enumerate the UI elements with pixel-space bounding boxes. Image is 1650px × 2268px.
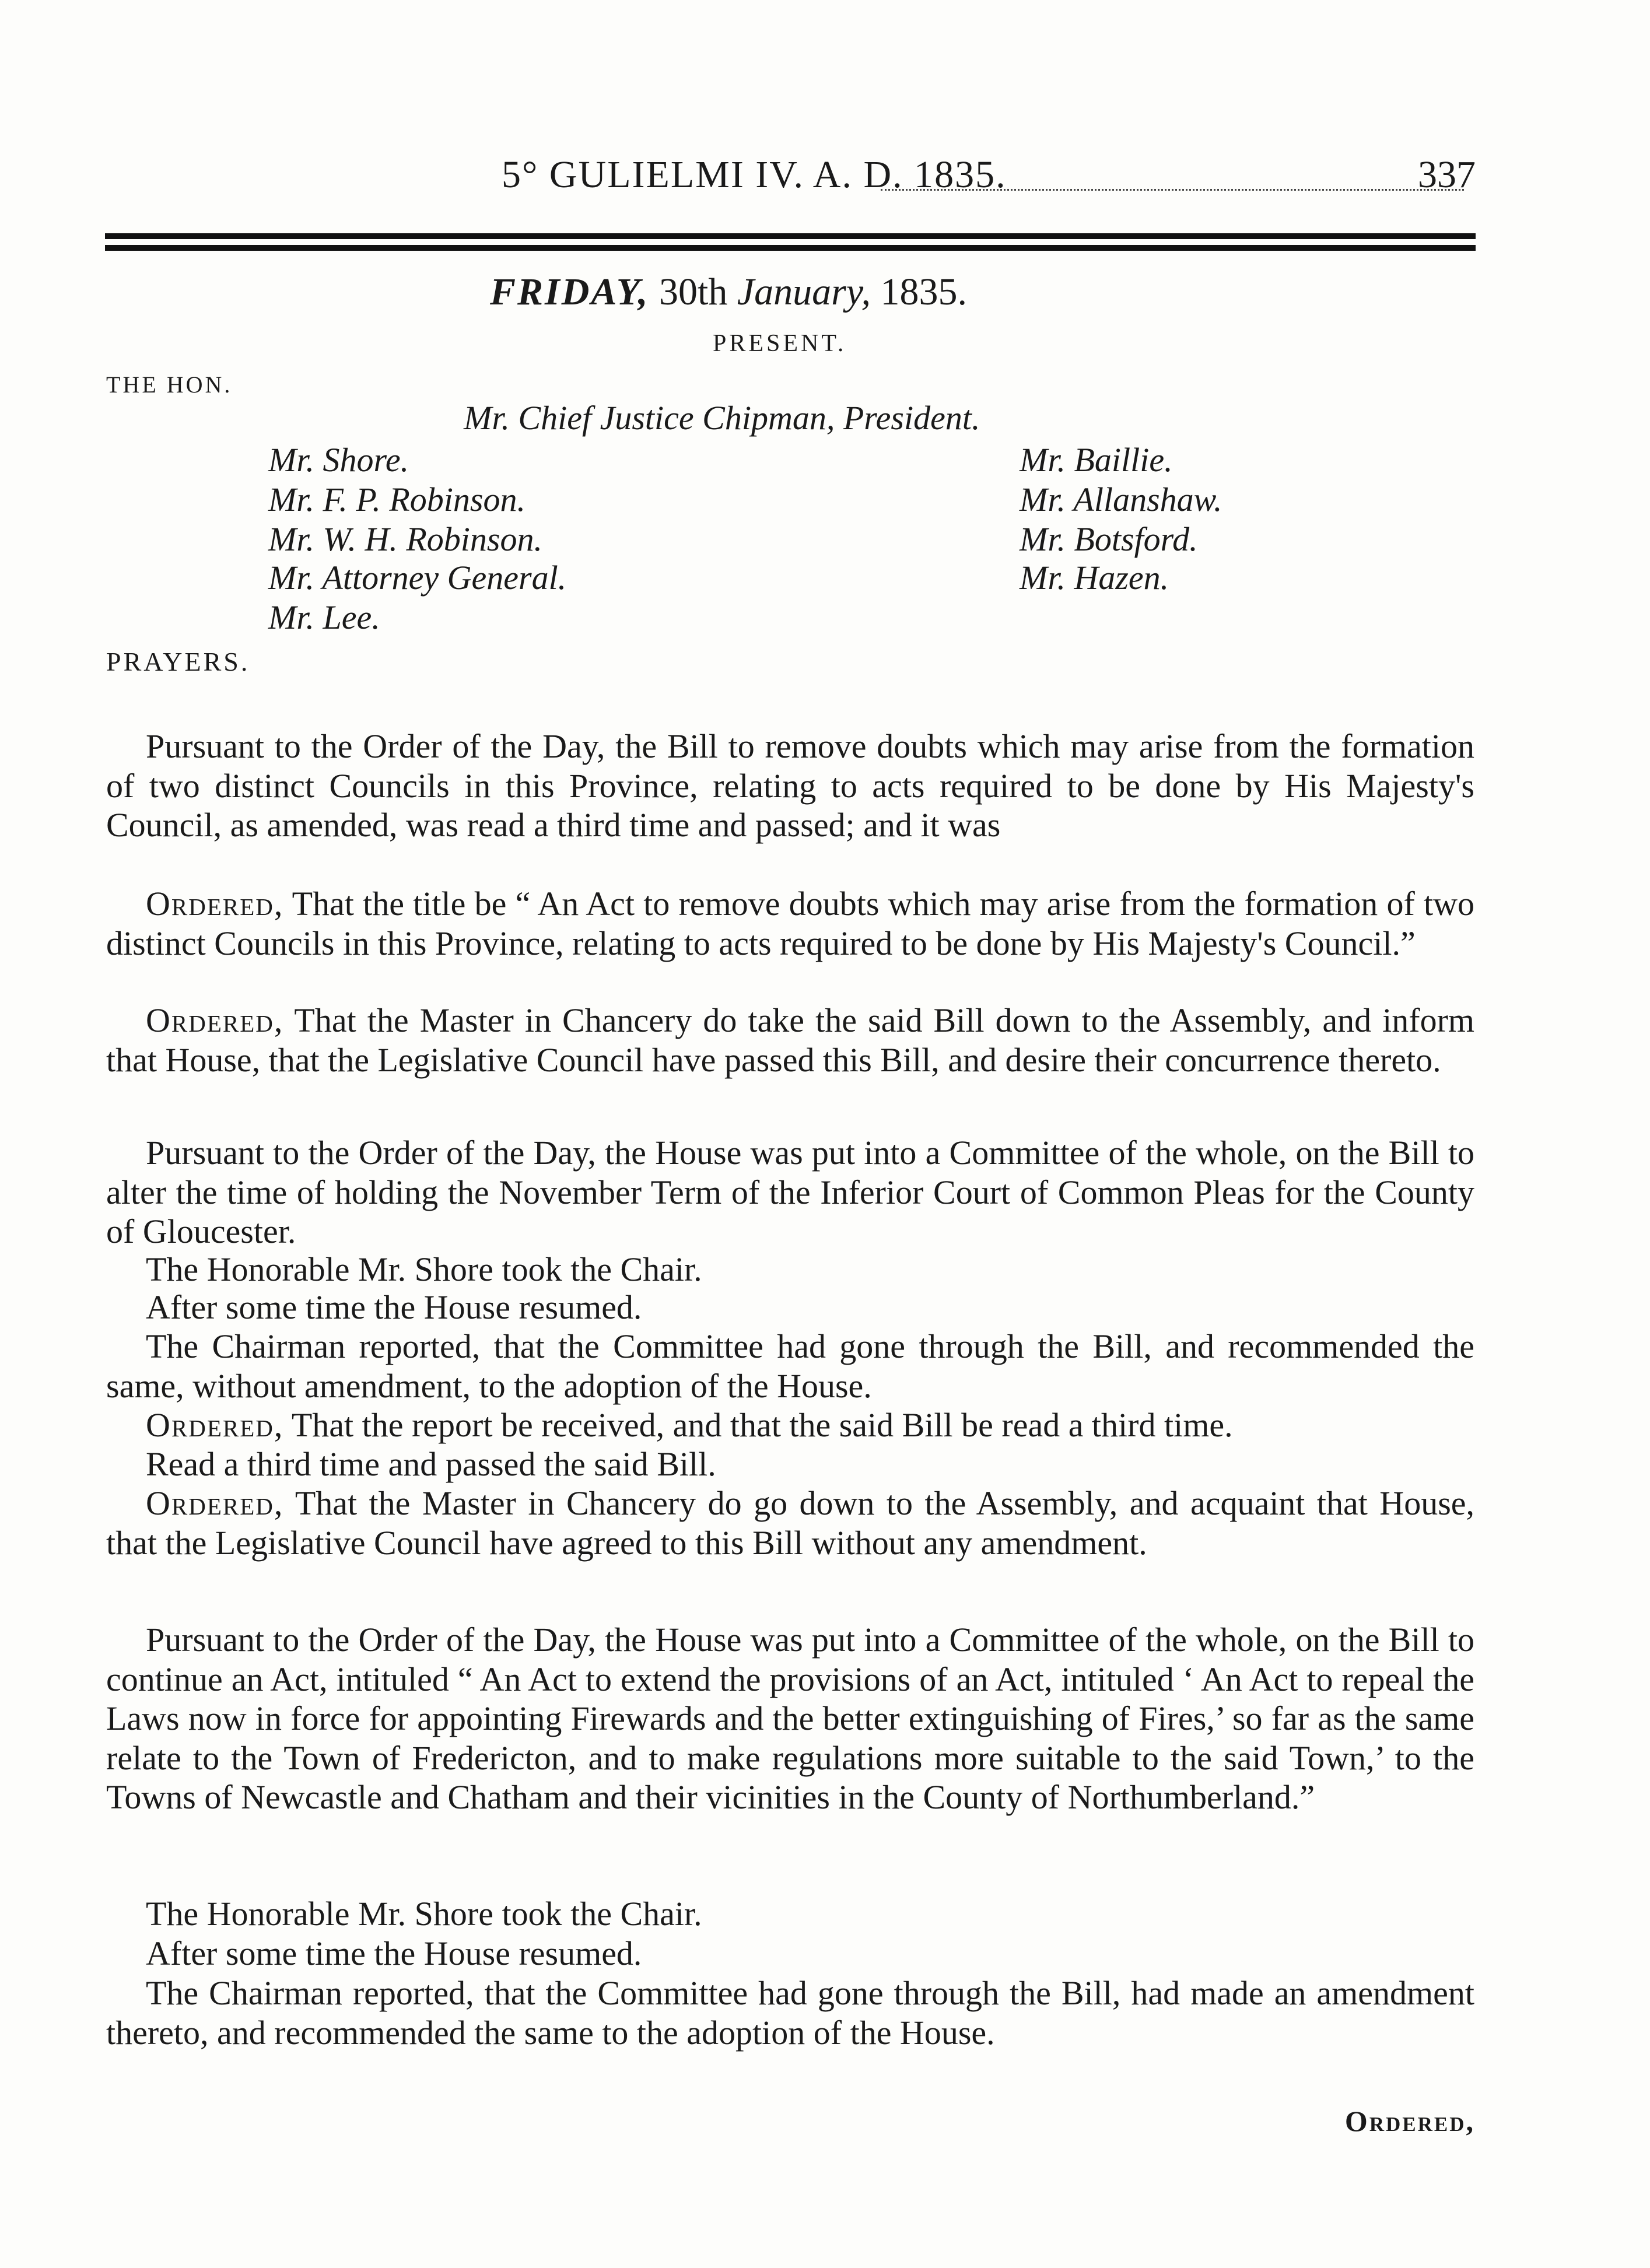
ordered-word: Ordered, [146, 1484, 284, 1522]
paragraph-text: That the report be received, and that the said Bill be read a third time. [291, 1406, 1233, 1444]
header-rule-top [105, 233, 1476, 239]
paragraph: The Honorable Mr. Shore took the Chair. [146, 1250, 702, 1288]
ordered-paragraph [106, 1484, 1474, 1562]
paragraph-text: That the title be “ An Act to remove doubts which may arise from the formation of two distinct Councils in this Province, relating to acts required to be done by His Majesty's Council.” [106, 885, 1474, 962]
paragraph: The Chairman reported, that the Committee had gone through the Bill, and recommended the same, without amendment, to the adoption of the House. [106, 1327, 1474, 1405]
president-line: Mr. Chief Justice Chipman, President. [464, 399, 980, 437]
paragraph: After some time the House resumed. [146, 1288, 642, 1326]
ordered-paragraph [106, 884, 1474, 963]
member-right: Mr. Botsford. [1020, 520, 1198, 558]
member-left: Mr. Attorney General. [268, 559, 567, 597]
dotted-leader [881, 189, 1464, 191]
paragraph: Read a third time and passed the said Bill. [146, 1445, 716, 1483]
ordered-word: Ordered, [146, 1406, 284, 1444]
ordered-paragraph [106, 1405, 1474, 1445]
paragraph: After some time the House resumed. [146, 1934, 642, 1972]
member-left: Mr. Shore. [268, 441, 409, 479]
session-day: FRIDAY, [490, 271, 650, 313]
member-right: Mr. Allanshaw. [1020, 481, 1222, 518]
ordered-word: Ordered, [146, 885, 284, 923]
ordered-paragraph [106, 1001, 1474, 1079]
paragraph: The Chairman reported, that the Committee had gone through the Bill, had made an amendment thereto, and recommended the same to the adoption of the House. [106, 1974, 1474, 2052]
header-rule-bottom [105, 245, 1476, 251]
paragraph-text: That the Master in Chancery do go down to the Assembly, and acquaint that House, that the Legislative Council have agreed to this Bill without any amendment. [106, 1484, 1475, 1562]
paragraph: Pursuant to the Order of the Day, the Bill to remove doubts which may arise from the formation of two distinct Councils in this Province, relating to acts required to be done by His Majesty's Council, as amended, was read a third time and passed; and it was [106, 727, 1474, 844]
page-number: 337 [1418, 153, 1476, 196]
catchword: Ordered, [1344, 2105, 1475, 2137]
member-right: Mr. Hazen. [1020, 559, 1169, 597]
paragraph: The Honorable Mr. Shore took the Chair. [146, 1895, 702, 1933]
ordered-word: Ordered, [146, 1001, 284, 1039]
member-left: Mr. F. P. Robinson. [268, 481, 526, 518]
paragraph-text: That the Master in Chancery do take the said Bill down to the Assembly, and inform that House, that the Legislative Council have passed this Bill, and desire their concurrence thereto. [106, 1001, 1475, 1079]
page-header [105, 153, 1476, 205]
prayers-heading: PRAYERS. [106, 647, 250, 676]
running-title: 5° GULIELMI IV. A. D. 1835. [502, 153, 1007, 196]
member-left: Mr. W. H. Robinson. [268, 520, 542, 558]
session-date-number: 30th [659, 271, 728, 313]
session-month: January, [737, 271, 871, 313]
member-left: Mr. Lee. [268, 598, 380, 636]
session-year: 1835. [880, 271, 968, 313]
present-heading: PRESENT. [713, 330, 847, 357]
hon-label: THE HON. [106, 371, 233, 398]
paragraph: Pursuant to the Order of the Day, the House was put into a Committee of the whole, on the Bill to alter the time of holding the November Term of the Inferior Court of Common Pleas for the County of Gloucester. [106, 1134, 1474, 1250]
paragraph: Pursuant to the Order of the Day, the House was put into a Committee of the whole, on the Bill to continue an Act, intituled “ An Act to extend the provisions of an Act, intituled ‘ An Act to repeal the Laws now in force for appointing Firewards and the better extinguishing of Fires,’ so far as the same relate to the Town of Fredericton, and to make regulations more suitable to the said Town,’ to the Towns of Newcastle and Chatham and their vicinities in the County of Northumberland.” [106, 1621, 1474, 1816]
session-date [490, 273, 967, 311]
member-right: Mr. Baillie. [1020, 441, 1173, 479]
